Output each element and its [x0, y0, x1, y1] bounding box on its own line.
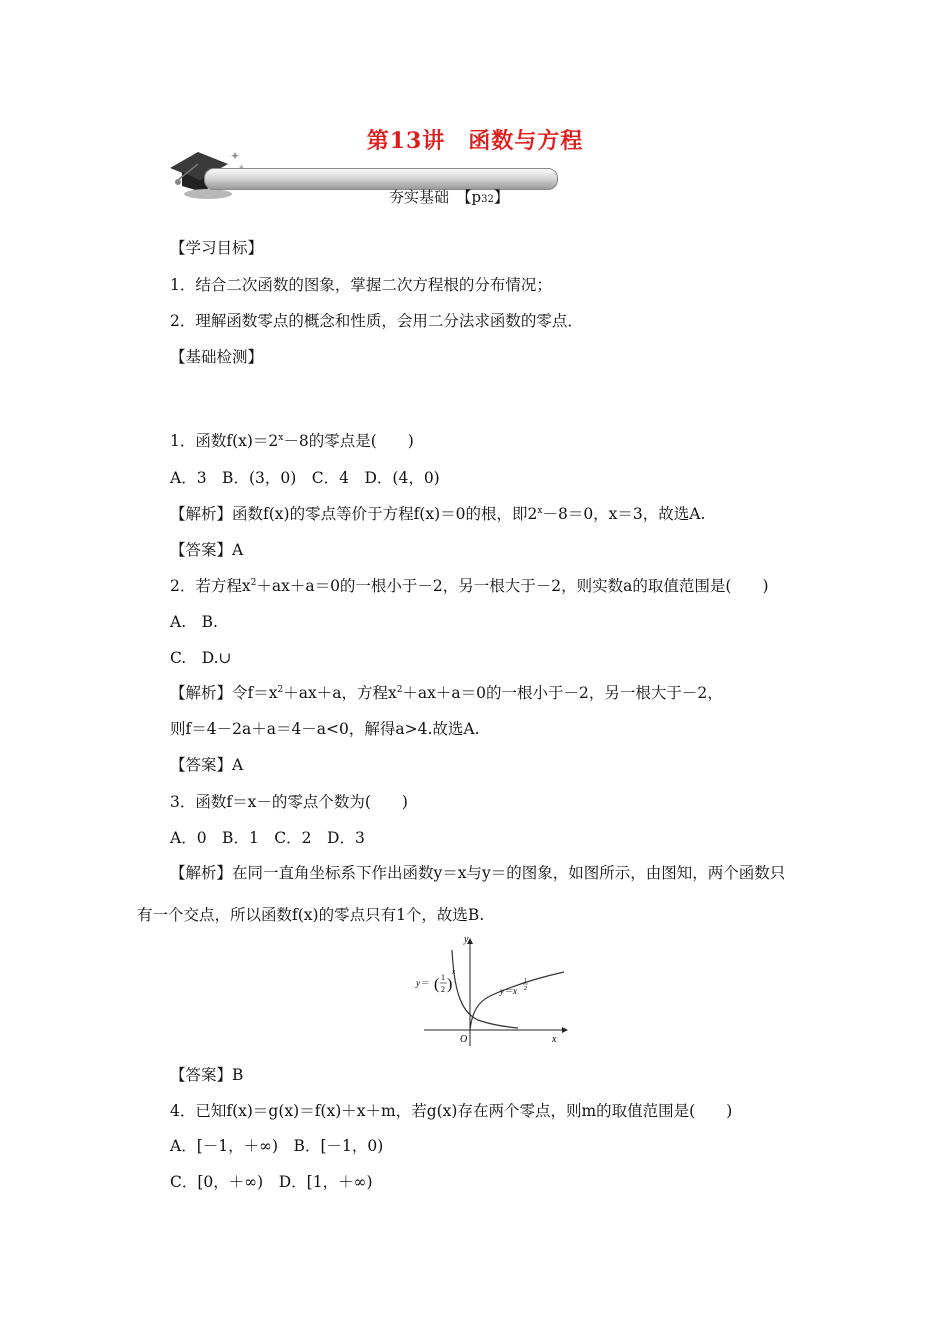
left-fraction-num: 1	[441, 973, 445, 982]
q1-options: A．3 B．(3，0) C．4 D．(4，0)	[170, 469, 440, 487]
lecture-title: 第13讲 函数与方程	[366, 128, 584, 154]
q3-options: A．0 B．1 C．2 D．3	[170, 829, 365, 847]
q1-stem: 1．函数$f(x)=2^x-8$的零点是( )	[170, 432, 414, 450]
q4-stem: 4．已知f(x)＝g(x)＝f(x)＋x＋m，若g(x)存在两个零点，则m的取值范围是( )	[170, 1102, 733, 1120]
q2-analysis-2: 则f＝4－2a＋a＝4－a<0，解得a>4.故选A.	[170, 720, 480, 738]
svg-text:(: (	[434, 976, 440, 993]
svg-text:): )	[447, 976, 453, 993]
q4-options-2: C．[0，＋∞) D．[1，＋∞)	[170, 1173, 373, 1191]
q3-analysis-1: 【解析】在同一直角坐标系下作出函数y＝x与y＝的图象，如图所示，由图知，两个函数只	[170, 864, 786, 882]
q2-analysis-1: 【解析】令$f=x^2+ax+a$，方程$x^2+ax+a=0$的一根小于－2，另一根大于－2，	[170, 684, 723, 702]
svg-text:✦: ✦	[230, 149, 241, 163]
goals-heading: 【学习目标】	[170, 239, 264, 257]
q3-answer: 【答案】B	[170, 1066, 244, 1084]
power-curve	[470, 972, 564, 1030]
x-axis-arrow	[562, 1027, 568, 1033]
left-exponent: x	[452, 968, 456, 976]
q2-options-1: A. B.	[170, 613, 218, 631]
left-curve-label: y＝	[416, 978, 429, 988]
right-curve-label: y＝x	[500, 986, 517, 996]
q1-analysis: 【解析】函数f(x)的零点等价于方程f(x)＝0的根，即$2^x-8=0$，x＝3，故选A.	[170, 505, 706, 523]
goal-2: 2．理解函数零点的概念和性质，会用二分法求函数的零点．	[170, 312, 583, 330]
check-heading: 【基础检测】	[170, 348, 264, 366]
q2-answer: 【答案】A	[170, 756, 244, 774]
q3-stem: 3．函数f＝x－的零点个数为( )	[170, 793, 408, 811]
left-fraction-den: 2	[441, 985, 445, 994]
right-exp-num: 1	[524, 978, 527, 984]
origin-label: O	[460, 1034, 468, 1045]
q2-stem: 2．若方程$x^2+ax+a=0$的一根小于－2，另一根大于－2，则实数a的取值范围是( )	[170, 577, 769, 595]
q1-answer: 【答案】A	[170, 541, 244, 559]
goal-1: 1．结合二次函数的图象，掌握二次方程根的分布情况；	[170, 276, 552, 294]
q2-options-2: C. D.∪	[170, 649, 232, 667]
q4-options-1: A．[－1，＋∞) B．[－1，0)	[170, 1137, 384, 1155]
right-exp-den: 2	[524, 986, 527, 992]
x-axis-label: x	[552, 1034, 557, 1045]
q3-analysis-2: 有一个交点，所以函数f(x)的零点只有1个，故选B.	[137, 906, 485, 924]
function-graph	[412, 928, 572, 1050]
y-axis-label: y	[464, 934, 469, 945]
banner-label: 夯实基础 【p32】	[389, 188, 509, 206]
